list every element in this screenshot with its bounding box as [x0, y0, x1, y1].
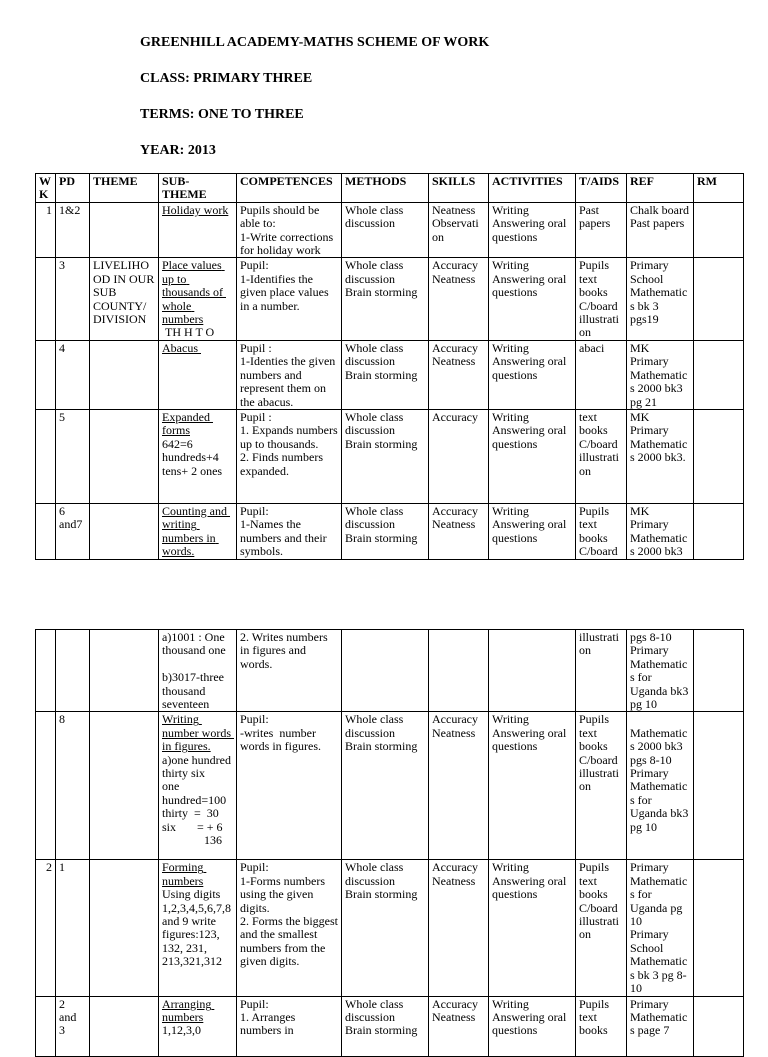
reference-cell: [627, 202, 694, 258]
subtheme-line: Holiday work: [162, 202, 229, 217]
subtheme-line: 642=6 hundreds+4 tens+ 2 ones: [162, 436, 223, 478]
subtheme-line: thirty = 30: [162, 806, 219, 821]
competences-line: Pupil:: [240, 503, 269, 518]
reference-line: Primary Mathematic s page 7: [630, 996, 691, 1038]
class-line: CLASS: PRIMARY THREE: [140, 71, 313, 86]
scheme-table-2: [35, 629, 744, 1057]
activities-cell: [489, 340, 576, 409]
theme-cell: [90, 340, 159, 409]
col-taids: T/AIDS: [576, 174, 627, 203]
competences-line: Pupil:: [240, 258, 269, 273]
reference-line: MK Primary Mathematic s 2000 bk3: [630, 503, 691, 559]
table-row: [36, 860, 744, 996]
period-cell: [56, 630, 90, 712]
activities-line: Answering oral questions: [492, 271, 570, 300]
methods-line: Brain storming: [345, 285, 418, 300]
activities-line: Answering oral questions: [492, 725, 570, 754]
reference-line: Primary School Mathematic s bk 3 pgs19: [630, 258, 691, 327]
subtheme-line: Counting and writing numbers in words.: [162, 503, 230, 559]
remarks-cell: [694, 202, 744, 258]
period-line: 8: [59, 712, 65, 727]
scheme-table-1: [35, 173, 744, 560]
col-ref: REF: [627, 174, 694, 203]
reference-cell: [627, 258, 694, 340]
subtheme-cell: [159, 258, 237, 340]
teaching-aids-line: illustrati on: [579, 630, 622, 658]
activities-cell: [489, 409, 576, 503]
col-rm: RM: [694, 174, 744, 203]
skills-cell: [429, 202, 489, 258]
theme-cell: [90, 409, 159, 503]
methods-line: Whole class discussion: [345, 258, 407, 286]
skills-cell: [429, 340, 489, 409]
competences-line: Pupil:: [240, 712, 269, 727]
skills-line: Neatness: [432, 202, 476, 217]
remarks-cell: [694, 996, 744, 1056]
week-cell: 2: [36, 860, 56, 996]
competences-line: 1. Arranges numbers in: [240, 1009, 299, 1038]
reference-line: Primary Mathematic s for Uganda bk3 pg 10: [630, 643, 692, 712]
teaching-aids-cell: [576, 503, 627, 559]
skills-line: Neatness: [432, 873, 476, 888]
skills-cell: [429, 630, 489, 712]
methods-line: Brain storming: [345, 530, 418, 545]
activities-cell: [489, 503, 576, 559]
activities-line: Writing: [492, 503, 529, 518]
period-line: 1&2: [59, 202, 81, 217]
year-line: YEAR: 2013: [140, 143, 216, 158]
skills-cell: [429, 996, 489, 1056]
reference-line: Primary School Mathematic s bk 3 pg 8-10: [630, 927, 691, 996]
competences-line: 1. Expands numbers up to thousands.: [240, 423, 341, 451]
methods-cell: [342, 409, 429, 503]
week-cell: [36, 258, 56, 340]
subtheme-line: Place values up to thousands of whole numbers: [162, 258, 226, 327]
reference-line: Mathematic s 2000 bk3 pgs 8-10: [630, 725, 691, 767]
reference-cell: [627, 630, 694, 712]
week-cell: 1: [36, 202, 56, 258]
theme-cell: [90, 202, 159, 258]
methods-cell: [342, 503, 429, 559]
methods-line: Whole class discussion: [345, 996, 407, 1024]
competences-cell: [237, 340, 342, 409]
competences-line: 2. Forms the biggest and the smallest numbers from the given digits.: [240, 914, 341, 969]
reference-line: pgs 8-10: [630, 630, 672, 644]
skills-line: Neatness: [432, 1009, 476, 1024]
competences-cell: [237, 258, 342, 340]
skills-line: Neatness: [432, 271, 476, 286]
subtheme-cell: [159, 860, 237, 996]
competences-cell: [237, 712, 342, 860]
teaching-aids-line: Pupils text books C/board illustrati on: [579, 258, 622, 340]
methods-cell: [342, 202, 429, 258]
period-line: 4: [59, 340, 65, 355]
activities-cell: [489, 712, 576, 860]
competences-line: Pupil :: [240, 409, 272, 424]
competences-line: Pupils should be able to:: [240, 202, 323, 231]
reference-line: Primary Mathematic s for Uganda bk3 pg 10: [630, 766, 692, 834]
theme-cell: [90, 503, 159, 559]
activities-line: Writing: [492, 202, 529, 217]
week-cell: [36, 712, 56, 860]
subtheme-line: b)3017-three thousand seventeen: [162, 670, 227, 712]
methods-cell: [342, 630, 429, 712]
subtheme-cell: [159, 409, 237, 503]
activities-line: Writing: [492, 340, 529, 355]
competences-line: 1-Identifies the given place values in a number.: [240, 271, 332, 313]
table-row: [36, 712, 744, 860]
competences-cell: [237, 503, 342, 559]
methods-line: Whole class discussion: [345, 202, 407, 231]
teaching-aids-cell: [576, 409, 627, 503]
skills-cell: [429, 860, 489, 996]
teaching-aids-line: Past papers: [579, 202, 611, 231]
remarks-cell: [694, 503, 744, 559]
skills-cell: [429, 258, 489, 340]
remarks-cell: [694, 712, 744, 860]
skills-line: Observati on: [432, 216, 482, 244]
period-line: 3: [59, 258, 65, 273]
methods-line: Whole class discussion: [345, 860, 407, 888]
theme-cell: [90, 996, 159, 1056]
methods-line: Brain storming: [345, 887, 418, 902]
table-row: [36, 996, 744, 1056]
competences-cell: [237, 996, 342, 1056]
subtheme-cell: [159, 712, 237, 860]
skills-line: Neatness: [432, 517, 476, 532]
activities-line: Writing: [492, 996, 529, 1011]
competences-line: 1-Identies the given numbers and represent them on the abacus.: [240, 354, 339, 409]
activities-line: Writing: [492, 860, 529, 875]
teaching-aids-line: Pupils text books C/board illustrati on: [579, 712, 622, 794]
activities-line: Answering oral questions: [492, 873, 570, 902]
document-title: GREENHILL ACADEMY-MATHS SCHEME OF WORK: [140, 35, 490, 50]
activities-line: Answering oral questions: [492, 517, 570, 545]
col-pd: PD: [56, 174, 90, 203]
subtheme-line: Expanded forms: [162, 409, 213, 438]
methods-line: Brain storming: [345, 367, 418, 382]
activities-line: Answering oral questions: [492, 423, 570, 451]
reference-line: Chalk board: [630, 202, 689, 217]
col-theme: THEME: [90, 174, 159, 203]
remarks-cell: [694, 409, 744, 503]
teaching-aids-line: abaci: [579, 340, 605, 355]
teaching-aids-line: Pupils text books: [579, 996, 613, 1038]
subtheme-line: 1,12,3,0: [162, 1023, 201, 1038]
header-row: [36, 174, 744, 203]
table-row: [36, 258, 744, 340]
col-skills: SKILLS: [429, 174, 489, 203]
activities-line: Answering oral questions: [492, 354, 570, 382]
reference-cell: [627, 860, 694, 996]
methods-line: Brain storming: [345, 436, 418, 451]
skills-line: Accuracy: [432, 996, 478, 1011]
terms-line: TERMS: ONE TO THREE: [140, 107, 304, 122]
period-line: 6: [59, 503, 65, 518]
teaching-aids-cell: [576, 202, 627, 258]
subtheme-cell: [159, 340, 237, 409]
subtheme-line: a)one hundred thirty six: [162, 752, 234, 781]
week-cell: [36, 996, 56, 1056]
skills-cell: [429, 712, 489, 860]
subtheme-cell: [159, 503, 237, 559]
subtheme-line: Arranging numbers: [162, 996, 215, 1024]
competences-line: Pupil:: [240, 996, 269, 1011]
activities-line: Answering oral questions: [492, 1009, 570, 1038]
remarks-cell: [694, 258, 744, 340]
activities-cell: [489, 202, 576, 258]
activities-line: Writing: [492, 409, 529, 424]
activities-cell: [489, 860, 576, 996]
skills-line: Accuracy: [432, 258, 478, 273]
activities-line: Writing: [492, 258, 529, 273]
theme-cell: [90, 630, 159, 712]
period-cell: [56, 409, 90, 503]
methods-line: Whole class discussion: [345, 340, 407, 369]
reference-cell: [627, 409, 694, 503]
table-row: [36, 409, 744, 503]
subtheme-cell: [159, 630, 237, 712]
subtheme-line: Using digits 1,2,3,4,5,6,7,8 and 9 write figures:123, 132, 231, 213,321,312: [162, 887, 234, 969]
period-line: 1: [59, 860, 65, 875]
period-line: 2: [59, 996, 65, 1011]
period-line: and7: [59, 517, 83, 532]
competences-line: Pupil:: [240, 860, 269, 875]
teaching-aids-cell: [576, 340, 627, 409]
reference-line: Past papers: [630, 216, 685, 231]
activities-cell: [489, 630, 576, 712]
skills-cell: [429, 409, 489, 503]
skills-cell: [429, 503, 489, 559]
subtheme-line: Forming numbers: [162, 860, 207, 888]
teaching-aids-cell: [576, 712, 627, 860]
activities-line: Writing: [492, 712, 529, 727]
theme-cell: [90, 712, 159, 860]
competences-line: 2. Writes numbers in figures and words.: [240, 630, 331, 671]
col-competences: COMPETENCES: [237, 174, 342, 203]
table-row: [36, 340, 744, 409]
period-cell: [56, 258, 90, 340]
subtheme-line: Writing number words in figures.: [162, 712, 234, 754]
skills-line: Neatness: [432, 354, 476, 369]
period-cell: [56, 712, 90, 860]
teaching-aids-line: Pupils text books C/board: [579, 503, 618, 559]
week-cell: [36, 503, 56, 559]
period-cell: [56, 503, 90, 559]
period-cell: [56, 996, 90, 1056]
period-cell: [56, 202, 90, 258]
methods-line: Whole class discussion: [345, 503, 407, 532]
week-cell: [36, 340, 56, 409]
skills-line: Accuracy: [432, 860, 478, 875]
reference-cell: [627, 996, 694, 1056]
competences-cell: [237, 202, 342, 258]
subtheme-cell: [159, 996, 237, 1056]
teaching-aids-line: text books C/board illustrati on: [579, 409, 622, 478]
reference-line: Primary Mathematic s for Uganda pg 10: [630, 860, 691, 929]
competences-line: 1-Write corrections for holiday work: [240, 229, 337, 258]
methods-cell: [342, 712, 429, 860]
reference-cell: [627, 712, 694, 860]
table-row: [36, 630, 744, 712]
reference-line: MK Primary Mathematic s 2000 bk3.: [630, 409, 691, 465]
period-line: 5: [59, 409, 65, 424]
competences-line: Pupil :: [240, 340, 272, 355]
week-cell: [36, 409, 56, 503]
methods-line: Whole class discussion: [345, 409, 407, 438]
subtheme-line: six = + 6: [162, 819, 223, 834]
methods-cell: [342, 340, 429, 409]
remarks-cell: [694, 630, 744, 712]
teaching-aids-cell: [576, 996, 627, 1056]
skills-line: Accuracy: [432, 409, 478, 424]
col-subtheme: SUB-THEME: [159, 174, 237, 203]
subtheme-line: [162, 658, 233, 671]
remarks-cell: [694, 340, 744, 409]
col-wk: W K: [36, 174, 56, 203]
reference-line: MK Primary Mathematic s 2000 bk3 pg 21: [630, 340, 691, 409]
reference-cell: [627, 503, 694, 559]
theme-cell: [90, 860, 159, 996]
activities-cell: [489, 258, 576, 340]
subtheme-line: Abacus: [162, 340, 201, 355]
methods-line: Brain storming: [345, 739, 418, 754]
teaching-aids-cell: [576, 258, 627, 340]
subtheme-line: a)1001 : One thousand one: [162, 630, 228, 658]
theme-line: LIVELIHO OD IN OUR SUB COUNTY/ DIVISION: [93, 258, 158, 327]
subtheme-line: one hundred=100: [162, 779, 227, 807]
reference-line: [630, 713, 690, 726]
col-activities: ACTIVITIES: [489, 174, 576, 203]
competences-cell: [237, 630, 342, 712]
theme-cell: [90, 258, 159, 340]
methods-line: Brain storming: [345, 1023, 418, 1038]
period-cell: [56, 340, 90, 409]
methods-cell: [342, 996, 429, 1056]
period-line: 3: [59, 1023, 65, 1038]
competences-cell: [237, 409, 342, 503]
teaching-aids-cell: [576, 860, 627, 996]
table-row: [36, 202, 744, 258]
subtheme-cell: [159, 202, 237, 258]
competences-line: -writes number words in figures.: [240, 725, 321, 754]
skills-line: Accuracy: [432, 503, 478, 518]
activities-line: Answering oral questions: [492, 216, 570, 244]
reference-cell: [627, 340, 694, 409]
week-cell: [36, 630, 56, 712]
competences-line: 1-Forms numbers using the given digits.: [240, 873, 328, 915]
methods-line: Whole class discussion: [345, 712, 407, 740]
skills-line: Accuracy: [432, 340, 478, 355]
competences-cell: [237, 860, 342, 996]
competences-line: 2. Finds numbers expanded.: [240, 450, 327, 478]
teaching-aids-line: Pupils text books C/board illustrati on: [579, 860, 622, 942]
teaching-aids-cell: [576, 630, 627, 712]
subtheme-line: TH H T O: [162, 325, 215, 340]
period-line: and: [59, 1009, 77, 1024]
period-cell: [56, 860, 90, 996]
competences-line: 1-Names the numbers and their symbols.: [240, 517, 330, 559]
col-methods: METHODS: [342, 174, 429, 203]
skills-line: Accuracy: [432, 712, 478, 727]
activities-cell: [489, 996, 576, 1056]
subtheme-line: 136: [162, 833, 222, 848]
remarks-cell: [694, 860, 744, 996]
methods-cell: [342, 258, 429, 340]
skills-line: Neatness: [432, 725, 476, 740]
methods-cell: [342, 860, 429, 996]
table-row: [36, 503, 744, 559]
